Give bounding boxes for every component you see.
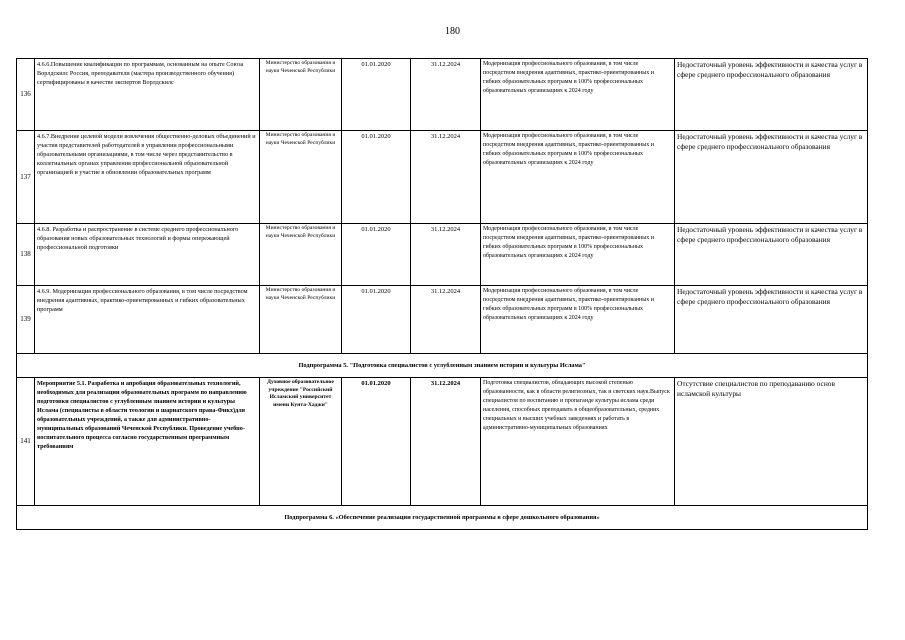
page-number: 180 (445, 26, 460, 37)
start-date: 01.01.2020 (342, 286, 411, 354)
table-row (17, 59, 868, 131)
end-date: 31.12.2024 (411, 224, 481, 286)
executor: Министерство образования и науки Чеченской Республики (260, 224, 342, 286)
expected-result: Модернизация профессионального образования, в том числе посредством внедрения адаптивных, практико-ориентированных и гибких образовательных программ в 100% профессиональных образовательных организациях к 2024 году (481, 59, 675, 131)
end-date: 31.12.2024 (411, 59, 481, 131)
program-table (16, 58, 868, 530)
risk-text: Недостаточный уровень эффективности и качества услуг в сфере среднего профессионального образования (675, 59, 868, 131)
activity-name: 4.6.8. Разработка и распространение в системе среднего профессионального образования новых образовательных технологий и формы опережающей профессиональной подготовки (35, 224, 260, 286)
executor: Духовное образовательное учреждение "Российский Исламский университет имени Кунта-Хаджи" (260, 378, 342, 506)
risk-text: Отсутствие специалистов по преподаванию основ исламской культуры (675, 378, 868, 506)
executor: Министерство образования и науки Чеченской Республики (260, 286, 342, 354)
activity-name: 4.6.9. Модернизация профессионального образования, в том числе посредством внедрения адаптивных, практико-ориентированных и гибких образовательных программ (35, 286, 260, 354)
expected-result: Модернизация профессионального образования, в том числе посредством внедрения адаптивных, практико-ориентированных и гибких образовательных программ в 100% профессиональных образовательных организациях к 2024 году (481, 286, 675, 354)
subprogram-6-title: Подпрограмма 6. «Обеспечение реализации государственной программы в сфере дошкольного образования» (17, 506, 868, 530)
table-row (17, 131, 868, 224)
expected-result: Модернизация профессионального образования, в том числе посредством внедрения адаптивных, практико-ориентированных и гибких образовательных программ в 100% профессиональных образовательных организациях к 2024 году (481, 131, 675, 224)
risk-text: Недостаточный уровень эффективности и качества услуг в сфере среднего профессионального образования (675, 224, 868, 286)
subprogram-row (17, 506, 868, 530)
activity-name: Мероприятие 5.1. Разработка и апробация образовательных технологий, необходимых для реализации образовательных программ по направлению подготовки специалистов с углубленным знанием истории и культуры Ислама (специалисты в области теологии и шариатского права-Фикх)для образовательных учреждений, а также для административно-муниципальных образований Чеченской Республики. Проведение учебно-воспитательного процесса согласно государственным программным требованиям (35, 378, 260, 506)
row-number: 136 (17, 59, 35, 131)
table-row (17, 378, 868, 506)
risk-text: Недостаточный уровень эффективности и качества услуг в сфере среднего профессионального образования (675, 131, 868, 224)
table-row (17, 224, 868, 286)
start-date: 01.01.2020 (342, 131, 411, 224)
start-date: 01.01.2020 (342, 59, 411, 131)
start-date: 01.01.2020 (342, 224, 411, 286)
end-date: 31.12.2024 (411, 286, 481, 354)
start-date: 01.01.2020 (342, 378, 411, 506)
expected-result: Модернизация профессионального образования, в том числе посредством внедрения адаптивных, практико-ориентированных и гибких образовательных программ в 100% профессиональных образовательных организациях к 2024 году (481, 224, 675, 286)
activity-name: 4.6.6.Повышение квалификации по программам, основанным на опыте Союза Ворлдскилс Россия, преподаватели (мастера производственного обучения) сертифицированы в качестве экспертов Ворлдскилс (35, 59, 260, 131)
activity-name: 4.6.7.Внедрение целевой модели вовлечения общественно-деловых объединений и участия представителей работодателей в управлении профессиональными образовательными организациями, в том числе через представительство в коллегиальных органах управления профессиональной образовательной организацией и участие в обновлении образовательных программ (35, 131, 260, 224)
risk-text: Недостаточный уровень эффективности и качества услуг в сфере среднего профессионального образования (675, 286, 868, 354)
row-number: 139 (17, 286, 35, 354)
row-number: 137 (17, 131, 35, 224)
subprogram-5-title: Подпрограмма 5. "Подготовка специалистов с углубленным знанием истории и культуры Ислама" (17, 354, 868, 378)
subprogram-row (17, 354, 868, 378)
end-date: 31.12.2024 (411, 378, 481, 506)
executor: Министерство образования и науки Чеченской Республики (260, 131, 342, 224)
executor: Министерство образования и науки Чеченской Республики (260, 59, 342, 131)
table-row (17, 286, 868, 354)
row-number: 138 (17, 224, 35, 286)
end-date: 31.12.2024 (411, 131, 481, 224)
expected-result: Подготовка специалистов, обладающих высокой степенью образованности, как в области религиозных, так и светских наук.Выпуск специалистов по воспитанию и пропаганде культуры ислама среди населения, способных преподавать в общеобразовательных, средних специальных и высших учебных заведениях и работать в административно-муниципальных образованиях (481, 378, 675, 506)
row-number: 141 (17, 378, 35, 506)
